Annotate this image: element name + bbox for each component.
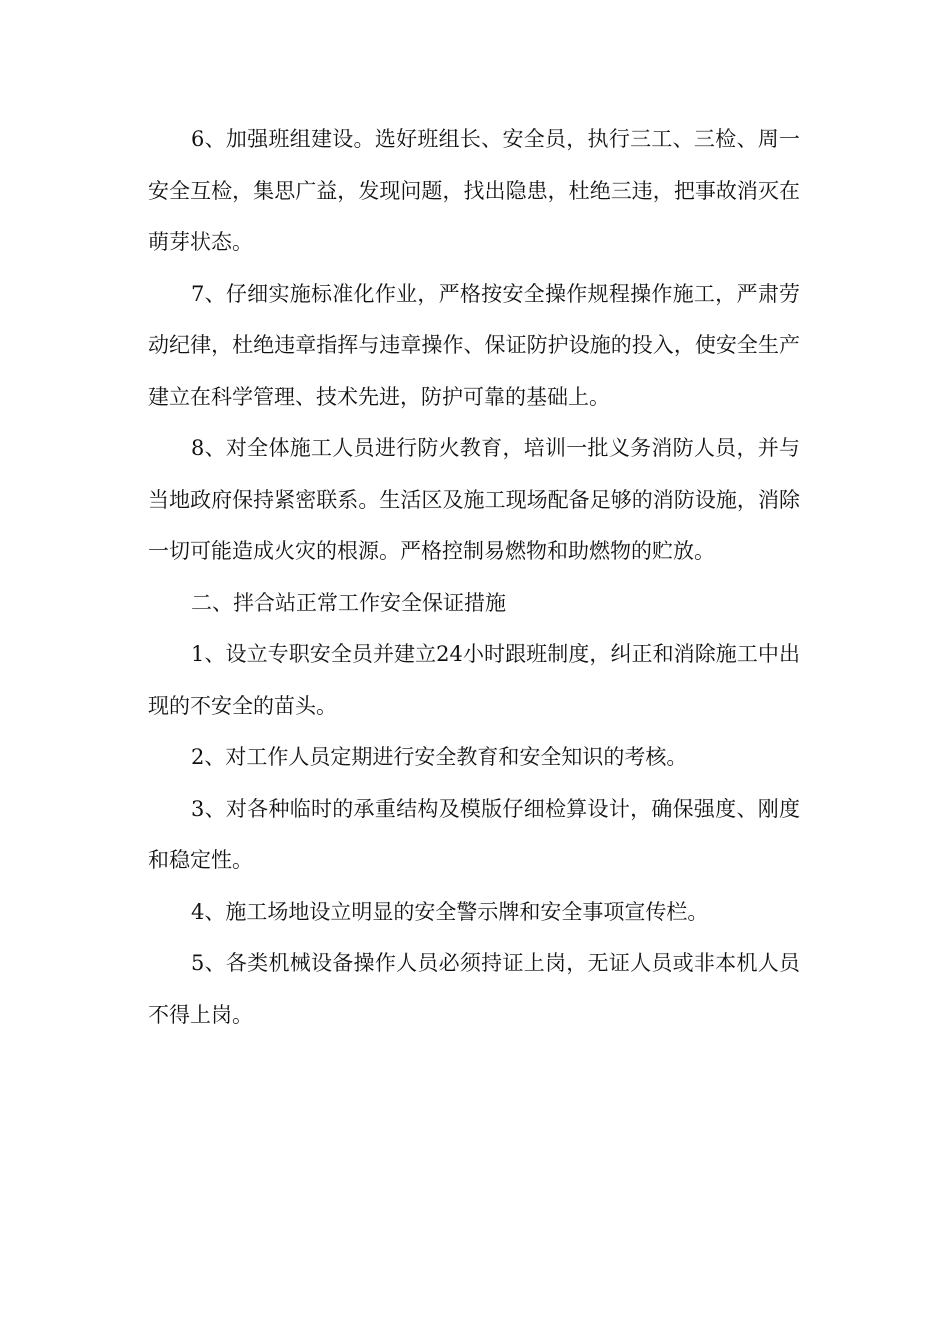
- paragraph-item-8: 8、对全体施工人员进行防火教育，培训一批义务消防人员，并与当地政府保持紧密联系。生活区及施工现场配备足够的消防设施，消除一切可能造成火灾的根源。严格控制易燃物和助燃物的贮放。: [148, 436, 800, 563]
- section-heading: 二、拌合站正常工作安全保证措施: [191, 590, 506, 615]
- paragraph-item-4: 4、施工场地设立明显的安全警示牌和安全事项宣传栏。: [191, 899, 709, 924]
- paragraph-item-1: 1、设立专职安全员并建立24小时跟班制度，纠正和消除施工中出现的不安全的苗头。: [148, 642, 800, 718]
- paragraph-item-7: 7、仔细实施标准化作业，严格按安全操作规程操作施工，严肃劳动纪律，杜绝违章指挥与违章操作、保证防护设施的投入，使安全生产建立在科学管理、技术先进，防护可靠的基础上。: [148, 281, 800, 409]
- paragraph-item-2: 2、对工作人员定期进行安全教育和安全知识的考核。: [191, 745, 688, 769]
- document-body: [148, 114, 800, 1041]
- paragraph-item-3: 3、对各种临时的承重结构及模版仔细检算设计，确保强度、刚度和稳定性。: [148, 796, 800, 872]
- paragraph-item-6: 6、加强班组建设。选好班组长、安全员，执行三工、三检、周一安全互检，集思广益，发现问题，找出隐患，杜绝三违，把事故消灭在萌芽状态。: [148, 127, 800, 254]
- paragraph-item-5: 5、各类机械设备操作人员必须持证上岗，无证人员或非本机人员不得上岗。: [148, 951, 800, 1027]
